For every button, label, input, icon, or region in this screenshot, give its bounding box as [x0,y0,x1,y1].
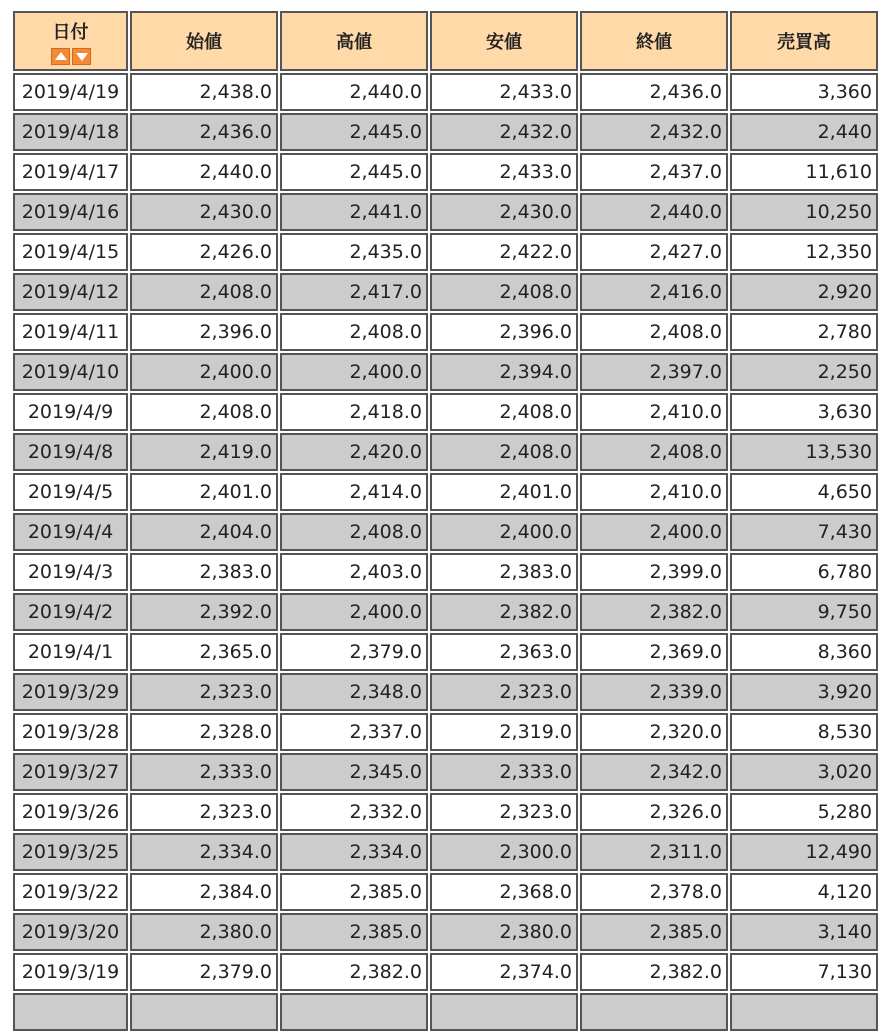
cell-high: 2,418.0 [280,393,428,431]
cell-volume: 3,140 [730,913,878,951]
cell-low: 2,363.0 [430,633,578,671]
cell-high: 2,414.0 [280,473,428,511]
cell-high [280,993,428,1031]
cell-low: 2,408.0 [430,273,578,311]
cell-date: 2019/3/26 [13,793,128,831]
cell-high: 2,408.0 [280,313,428,351]
cell-low: 2,408.0 [430,433,578,471]
cell-volume: 11,610 [730,153,878,191]
cell-volume: 5,280 [730,793,878,831]
table-row [13,313,878,351]
cell-high: 2,420.0 [280,433,428,471]
cell-low: 2,432.0 [430,113,578,151]
cell-date: 2019/4/9 [13,393,128,431]
cell-low: 2,374.0 [430,953,578,991]
cell-low: 2,319.0 [430,713,578,751]
cell-low: 2,300.0 [430,833,578,871]
cell-close: 2,410.0 [580,473,728,511]
cell-date: 2019/4/1 [13,633,128,671]
cell-date: 2019/4/18 [13,113,128,151]
cell-volume: 7,430 [730,513,878,551]
cell-low: 2,433.0 [430,73,578,111]
table-row [13,233,878,271]
cell-open: 2,401.0 [130,473,278,511]
cell-date: 2019/4/17 [13,153,128,191]
table-row [13,73,878,111]
cell-close: 2,342.0 [580,753,728,791]
cell-low: 2,422.0 [430,233,578,271]
header-low: 安値 [430,11,578,71]
table-row [13,513,878,551]
cell-open: 2,334.0 [130,833,278,871]
cell-open: 2,436.0 [130,113,278,151]
cell-open: 2,323.0 [130,793,278,831]
table-row [13,833,878,871]
cell-high: 2,445.0 [280,153,428,191]
cell-open [130,993,278,1031]
cell-close: 2,382.0 [580,953,728,991]
cell-date [13,993,128,1031]
cell-low: 2,401.0 [430,473,578,511]
cell-low: 2,383.0 [430,553,578,591]
cell-low [430,993,578,1031]
table-row [13,953,878,991]
cell-date: 2019/4/10 [13,353,128,391]
cell-volume: 3,020 [730,753,878,791]
cell-close [580,993,728,1031]
header-volume: 売買高 [730,11,878,71]
cell-open: 2,408.0 [130,393,278,431]
cell-open: 2,365.0 [130,633,278,671]
cell-close: 2,369.0 [580,633,728,671]
table-row [13,153,878,191]
table-row [13,873,878,911]
cell-high: 2,385.0 [280,913,428,951]
cell-open: 2,383.0 [130,553,278,591]
cell-close: 2,410.0 [580,393,728,431]
cell-low: 2,408.0 [430,393,578,431]
cell-close: 2,427.0 [580,233,728,271]
cell-close: 2,408.0 [580,313,728,351]
table-header-row [13,11,878,71]
cell-open: 2,430.0 [130,193,278,231]
cell-volume: 3,920 [730,673,878,711]
cell-close: 2,416.0 [580,273,728,311]
cell-volume: 2,440 [730,113,878,151]
cell-open: 2,379.0 [130,953,278,991]
cell-low: 2,323.0 [430,673,578,711]
table-row [13,113,878,151]
cell-high: 2,334.0 [280,833,428,871]
table-row [13,273,878,311]
cell-high: 2,403.0 [280,553,428,591]
cell-open: 2,438.0 [130,73,278,111]
table-row [13,353,878,391]
cell-volume: 13,530 [730,433,878,471]
cell-volume: 2,250 [730,353,878,391]
cell-close: 2,339.0 [580,673,728,711]
table-row [13,193,878,231]
cell-close: 2,320.0 [580,713,728,751]
table-row [13,753,878,791]
cell-date: 2019/3/20 [13,913,128,951]
cell-close: 2,440.0 [580,193,728,231]
price-history-table [11,9,880,1033]
header-open: 始値 [130,11,278,71]
cell-date: 2019/4/12 [13,273,128,311]
cell-high: 2,382.0 [280,953,428,991]
cell-low: 2,394.0 [430,353,578,391]
header-high: 高値 [280,11,428,71]
cell-high: 2,440.0 [280,73,428,111]
cell-close: 2,326.0 [580,793,728,831]
cell-close: 2,397.0 [580,353,728,391]
cell-volume: 3,360 [730,73,878,111]
table-body [13,73,878,1031]
cell-close: 2,382.0 [580,593,728,631]
cell-volume: 2,780 [730,313,878,351]
cell-low: 2,368.0 [430,873,578,911]
cell-volume: 2,920 [730,273,878,311]
cell-high: 2,445.0 [280,113,428,151]
cell-low: 2,382.0 [430,593,578,631]
cell-open: 2,384.0 [130,873,278,911]
price-history-table-container [11,9,880,1033]
cell-open: 2,440.0 [130,153,278,191]
cell-close: 2,400.0 [580,513,728,551]
cell-date: 2019/3/28 [13,713,128,751]
cell-open: 2,328.0 [130,713,278,751]
cell-date: 2019/3/19 [13,953,128,991]
cell-high: 2,379.0 [280,633,428,671]
cell-low: 2,396.0 [430,313,578,351]
table-row [13,433,878,471]
cell-close: 2,385.0 [580,913,728,951]
cell-open: 2,333.0 [130,753,278,791]
cell-open: 2,323.0 [130,673,278,711]
cell-date: 2019/4/11 [13,313,128,351]
sort-descending-icon[interactable] [72,48,91,65]
cell-high: 2,345.0 [280,753,428,791]
cell-open: 2,392.0 [130,593,278,631]
cell-date: 2019/4/16 [13,193,128,231]
cell-volume: 3,630 [730,393,878,431]
cell-date: 2019/3/27 [13,753,128,791]
cell-close: 2,399.0 [580,553,728,591]
cell-open: 2,419.0 [130,433,278,471]
cell-date: 2019/4/3 [13,553,128,591]
cell-low: 2,430.0 [430,193,578,231]
header-date-label: 日付 [52,21,89,43]
table-row [13,993,878,1031]
cell-volume: 4,650 [730,473,878,511]
cell-close: 2,378.0 [580,873,728,911]
table-row [13,673,878,711]
cell-volume [730,993,878,1031]
cell-low: 2,333.0 [430,753,578,791]
cell-close: 2,432.0 [580,113,728,151]
cell-high: 2,417.0 [280,273,428,311]
cell-low: 2,380.0 [430,913,578,951]
cell-high: 2,337.0 [280,713,428,751]
cell-open: 2,380.0 [130,913,278,951]
cell-open: 2,396.0 [130,313,278,351]
cell-high: 2,400.0 [280,353,428,391]
cell-volume: 8,360 [730,633,878,671]
cell-date: 2019/3/25 [13,833,128,871]
sort-controls [19,48,122,65]
cell-open: 2,408.0 [130,273,278,311]
header-close: 終値 [580,11,728,71]
cell-open: 2,426.0 [130,233,278,271]
cell-date: 2019/3/22 [13,873,128,911]
cell-close: 2,436.0 [580,73,728,111]
cell-date: 2019/4/15 [13,233,128,271]
cell-high: 2,385.0 [280,873,428,911]
cell-low: 2,433.0 [430,153,578,191]
cell-open: 2,400.0 [130,353,278,391]
table-row [13,473,878,511]
cell-volume: 8,530 [730,713,878,751]
table-row [13,913,878,951]
table-row [13,553,878,591]
table-row [13,393,878,431]
table-row [13,793,878,831]
cell-date: 2019/4/5 [13,473,128,511]
header-date [13,11,128,71]
cell-close: 2,311.0 [580,833,728,871]
cell-close: 2,437.0 [580,153,728,191]
table-row [13,633,878,671]
cell-high: 2,441.0 [280,193,428,231]
cell-low: 2,323.0 [430,793,578,831]
cell-date: 2019/4/19 [13,73,128,111]
cell-volume: 7,130 [730,953,878,991]
cell-volume: 6,780 [730,553,878,591]
cell-volume: 10,250 [730,193,878,231]
cell-date: 2019/3/29 [13,673,128,711]
cell-volume: 12,490 [730,833,878,871]
cell-date: 2019/4/8 [13,433,128,471]
cell-open: 2,404.0 [130,513,278,551]
cell-high: 2,408.0 [280,513,428,551]
cell-low: 2,400.0 [430,513,578,551]
cell-high: 2,332.0 [280,793,428,831]
cell-high: 2,435.0 [280,233,428,271]
cell-volume: 4,120 [730,873,878,911]
cell-date: 2019/4/2 [13,593,128,631]
table-row [13,713,878,751]
cell-high: 2,400.0 [280,593,428,631]
table-row [13,593,878,631]
cell-high: 2,348.0 [280,673,428,711]
sort-ascending-icon[interactable] [51,48,70,65]
cell-date: 2019/4/4 [13,513,128,551]
cell-volume: 9,750 [730,593,878,631]
cell-volume: 12,350 [730,233,878,271]
cell-close: 2,408.0 [580,433,728,471]
